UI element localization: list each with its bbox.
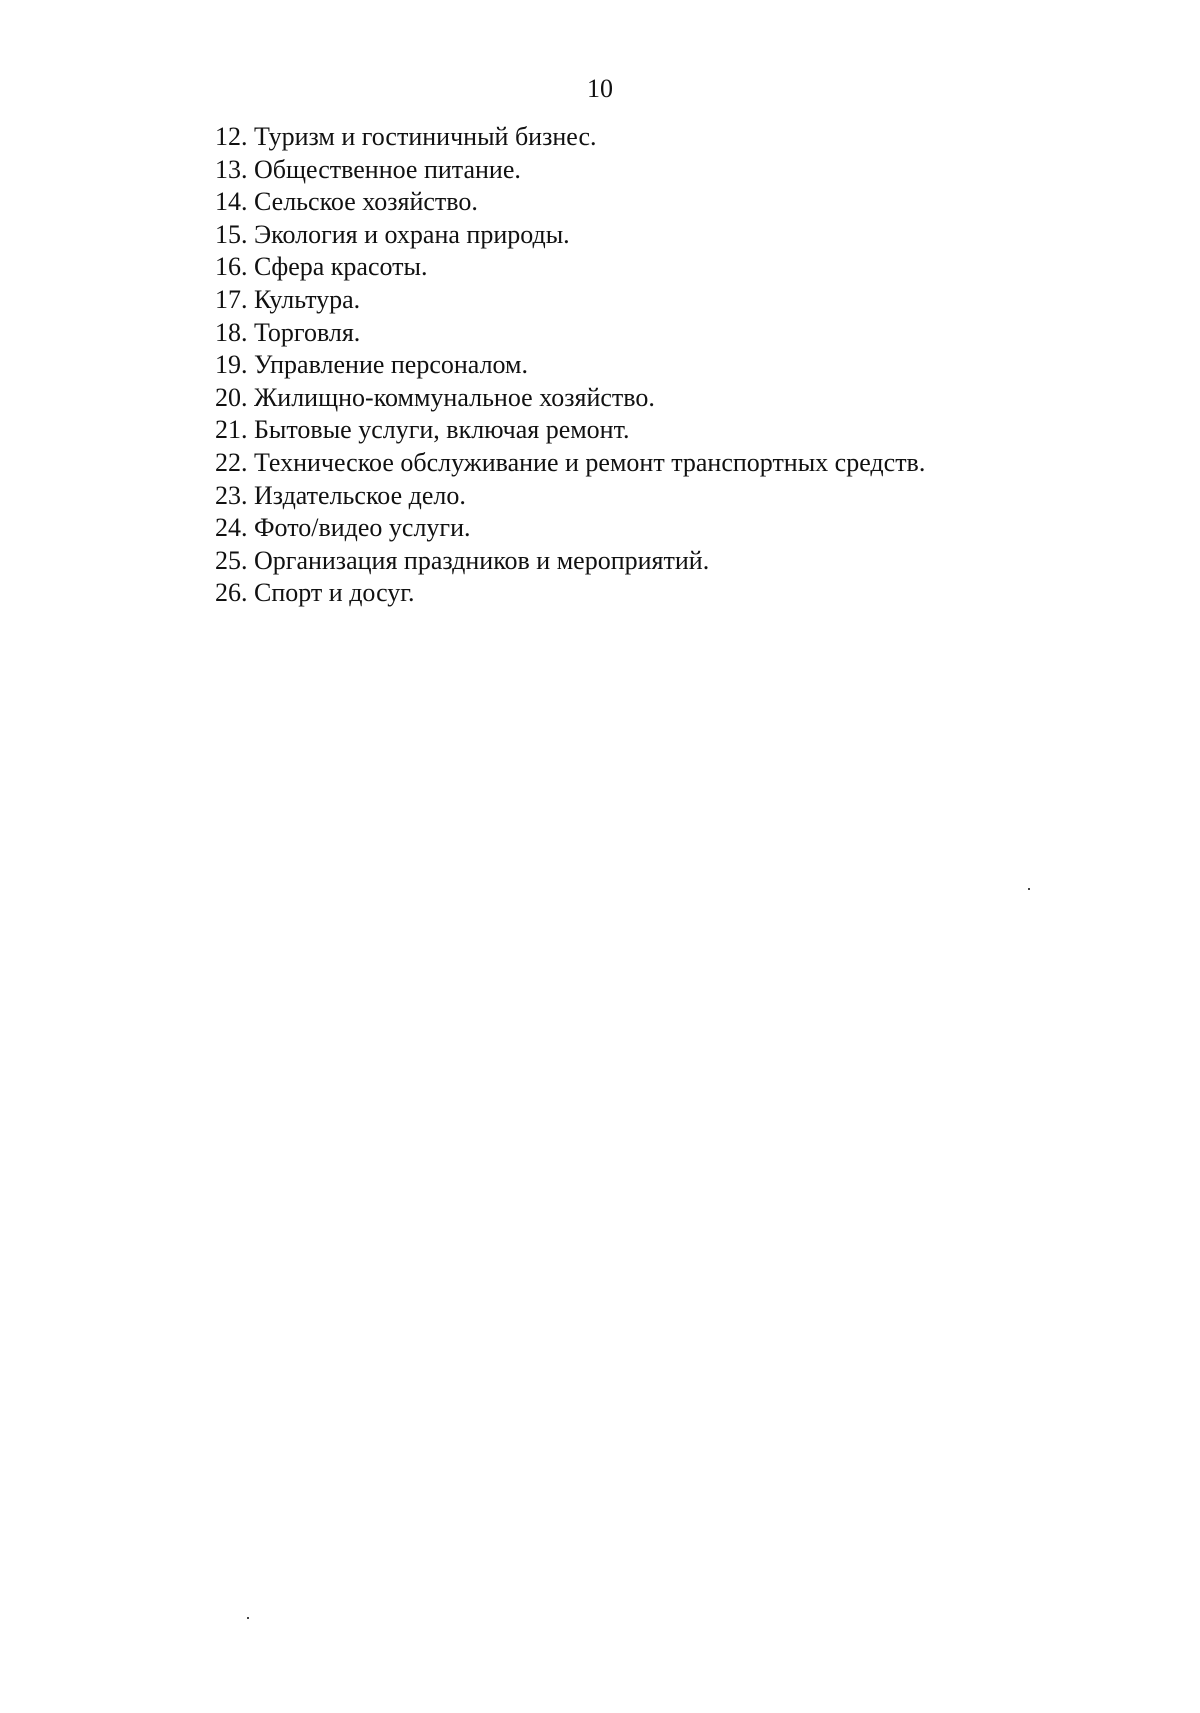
list-item: 15. Экология и охрана природы.	[215, 219, 570, 249]
list-item: 13. Общественное питание.	[215, 154, 521, 184]
list-item: 12. Туризм и гостиничный бизнес.	[215, 122, 597, 151]
list-item: 17. Культура.	[215, 284, 361, 314]
page-number: 10	[587, 74, 613, 103]
list-item: 26. Спорт и досуг.	[215, 578, 415, 608]
list-item: 22. Техническое обслуживание и ремонт транспортных средств.	[215, 447, 926, 477]
list-item: 19. Управление персоналом.	[215, 350, 529, 380]
list-item: 20. Жилищно-коммунальное хозяйство.	[215, 382, 655, 412]
list-item: 16. Сфера красоты.	[215, 252, 428, 282]
scan-speck	[1028, 888, 1030, 890]
list-item: 23. Издательское дело.	[215, 480, 466, 510]
list-item: 24. Фото/видео услуги.	[215, 513, 471, 543]
list-item: 21. Бытовые услуги, включая ремонт.	[215, 415, 630, 445]
scan-speck	[247, 1617, 249, 1619]
numbered-list	[215, 121, 925, 610]
list-item: 25. Организация праздников и мероприятий.	[215, 545, 710, 575]
list-item: 18. Торговля.	[215, 317, 361, 347]
list-item: 14. Сельское хозяйство.	[215, 187, 478, 217]
